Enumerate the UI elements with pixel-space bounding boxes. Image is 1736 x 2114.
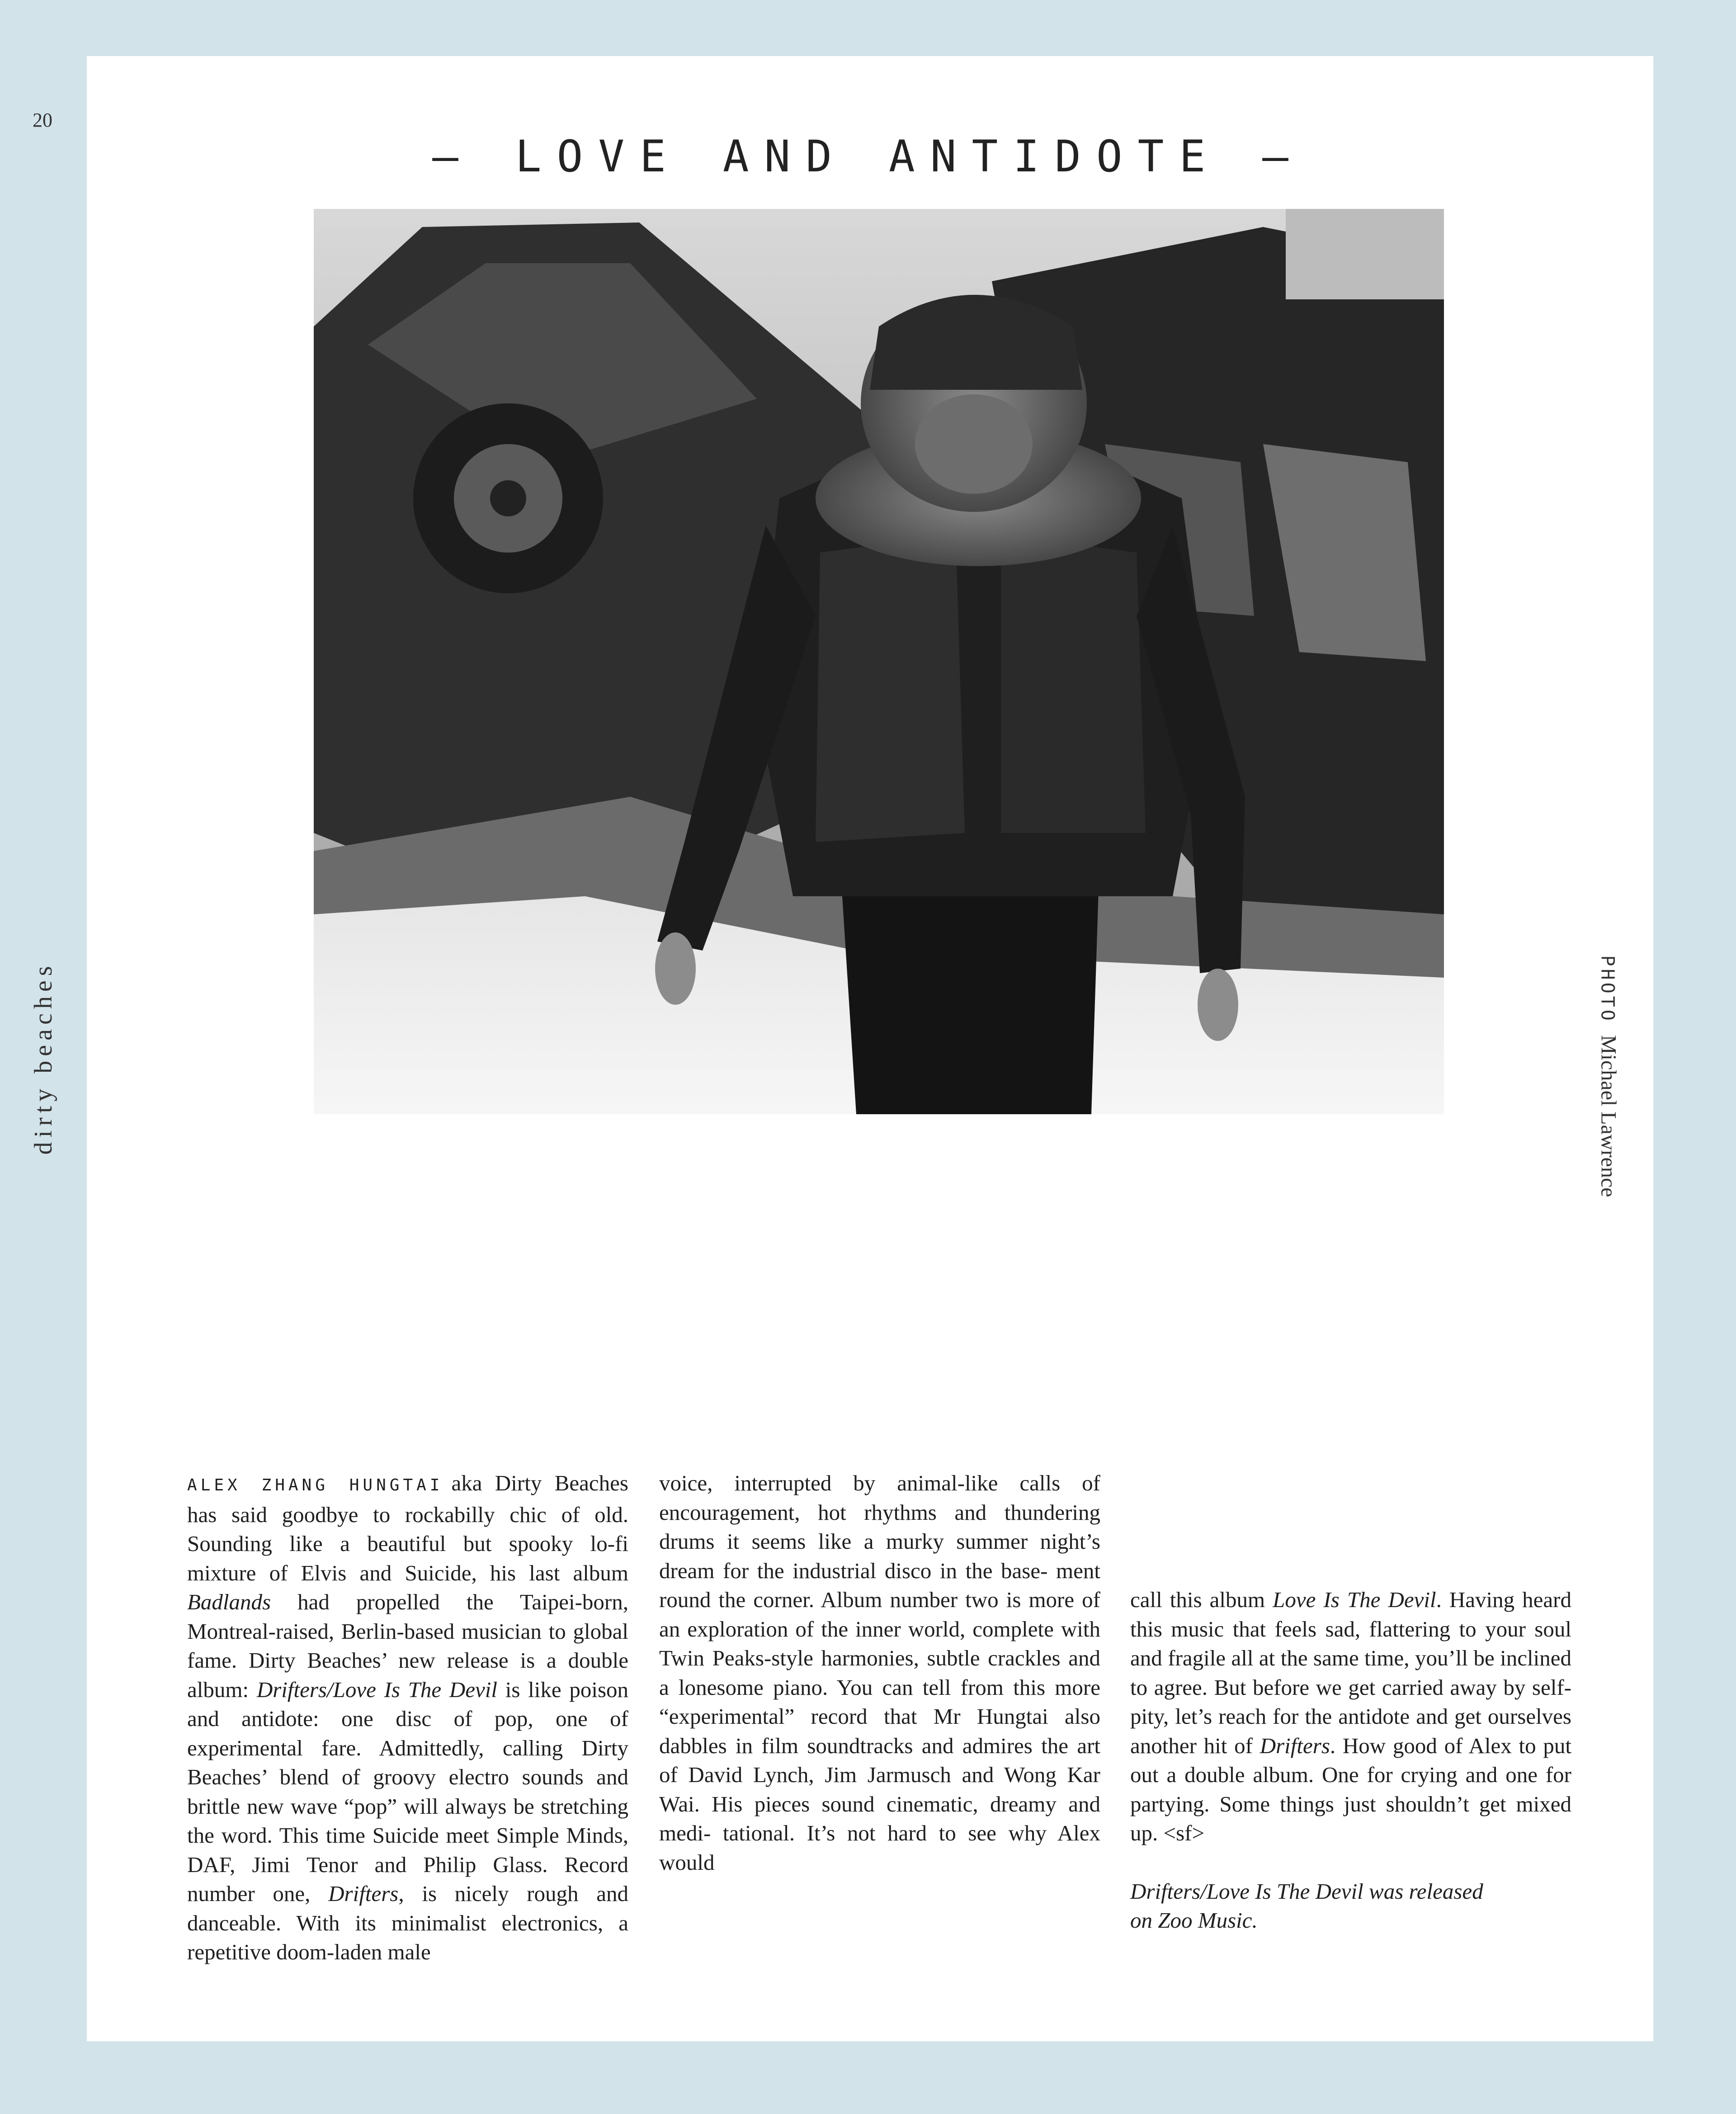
body-text: call this album bbox=[1130, 1587, 1273, 1612]
photo-illustration bbox=[314, 209, 1444, 1114]
body-text: . Having heard this music that feels sad, flattering to your soul and fragile all at the same time, you’ll be inclined to agree. But before we get carried away by self-pity, let’s reach for the antidote and get ourselves another hit of bbox=[1130, 1587, 1571, 1758]
body-text: had propelled the Taipei-born, Montreal-raised, Berlin-based musician to global fame. Dirty Beaches’ new release is a double album: bbox=[187, 1589, 628, 1702]
lead-name: ALEX ZHANG HUNGTAI bbox=[187, 1476, 443, 1494]
section-label: dirty beaches bbox=[29, 961, 57, 1155]
release-note bbox=[1130, 1877, 1571, 1935]
body-text: aka Dirty Beaches has said goodbye to rockabilly chic of old. Sounding like a beautiful but spooky lo-fi mixture of Elvis and Suicide, his last album bbox=[187, 1471, 628, 1585]
release-note-line: Drifters/Love Is The Devil was released bbox=[1130, 1878, 1483, 1904]
article-title: – LOVE AND ANTIDOTE – bbox=[432, 131, 1304, 182]
photo-credit-label: PHOTO bbox=[1597, 955, 1618, 1023]
body-text: is like poison and antidote: one disc of pop, one of experimental fare. Admittedly, calling Dirty Beaches’ blend of groovy electro sounds and brittle new wave “pop” will always be stretching the word. This time Suicide meet Simple Minds, DAF, Jimi Tenor and Philip Glass. Record number one, bbox=[187, 1677, 629, 1906]
album-title: Badlands bbox=[187, 1589, 271, 1614]
body-text: voice, interrupted by animal-like calls of encouragement, hot rhythms and thundering drums it seems like a murky summer night’s dream for the industrial disco in the base- ment round the corner. Album number two is more of an exploration of the inner world, complete with Twin Peaks-style harmonies, subtle crackles and a lonesome piano. You can tell from this more “experimental” record that Mr Hungtai also dabbles in film soundtracks and admires the art of David Lynch, Jim Jarmusch and Wong Kar Wai. His pieces sound cinematic, dreamy and medi- tational. It’s not hard to see why Alex would bbox=[659, 1471, 1100, 1875]
article-paragraph bbox=[1130, 1585, 1571, 1848]
article-column-3 bbox=[1130, 1585, 1571, 1935]
article-column-2 bbox=[659, 1469, 1100, 1877]
album-title: Drifters bbox=[1260, 1733, 1330, 1758]
article-column-1 bbox=[187, 1469, 628, 1967]
album-title: Love Is The Devil bbox=[1273, 1587, 1436, 1612]
release-note-line: on Zoo Music. bbox=[1130, 1908, 1258, 1933]
album-title: Drifters bbox=[328, 1881, 399, 1906]
article-paragraph bbox=[187, 1469, 628, 1967]
body-text: , is nicely rough and danceable. With its minimalist electronics, a repetitive doom-laden male bbox=[187, 1881, 628, 1964]
page-number: 20 bbox=[33, 109, 52, 131]
body-text: . How good of Alex to put out a double album. One for crying and one for partying. Some things just shouldn’t get mixed up. <sf> bbox=[1130, 1733, 1571, 1845]
album-title: Drifters/Love Is The Devil bbox=[256, 1677, 498, 1702]
article-photo bbox=[314, 209, 1444, 1114]
article-paragraph bbox=[659, 1469, 1100, 1877]
photo-credit bbox=[1596, 955, 1621, 1197]
photo-credit-name: Michael Lawrence bbox=[1596, 1035, 1621, 1197]
